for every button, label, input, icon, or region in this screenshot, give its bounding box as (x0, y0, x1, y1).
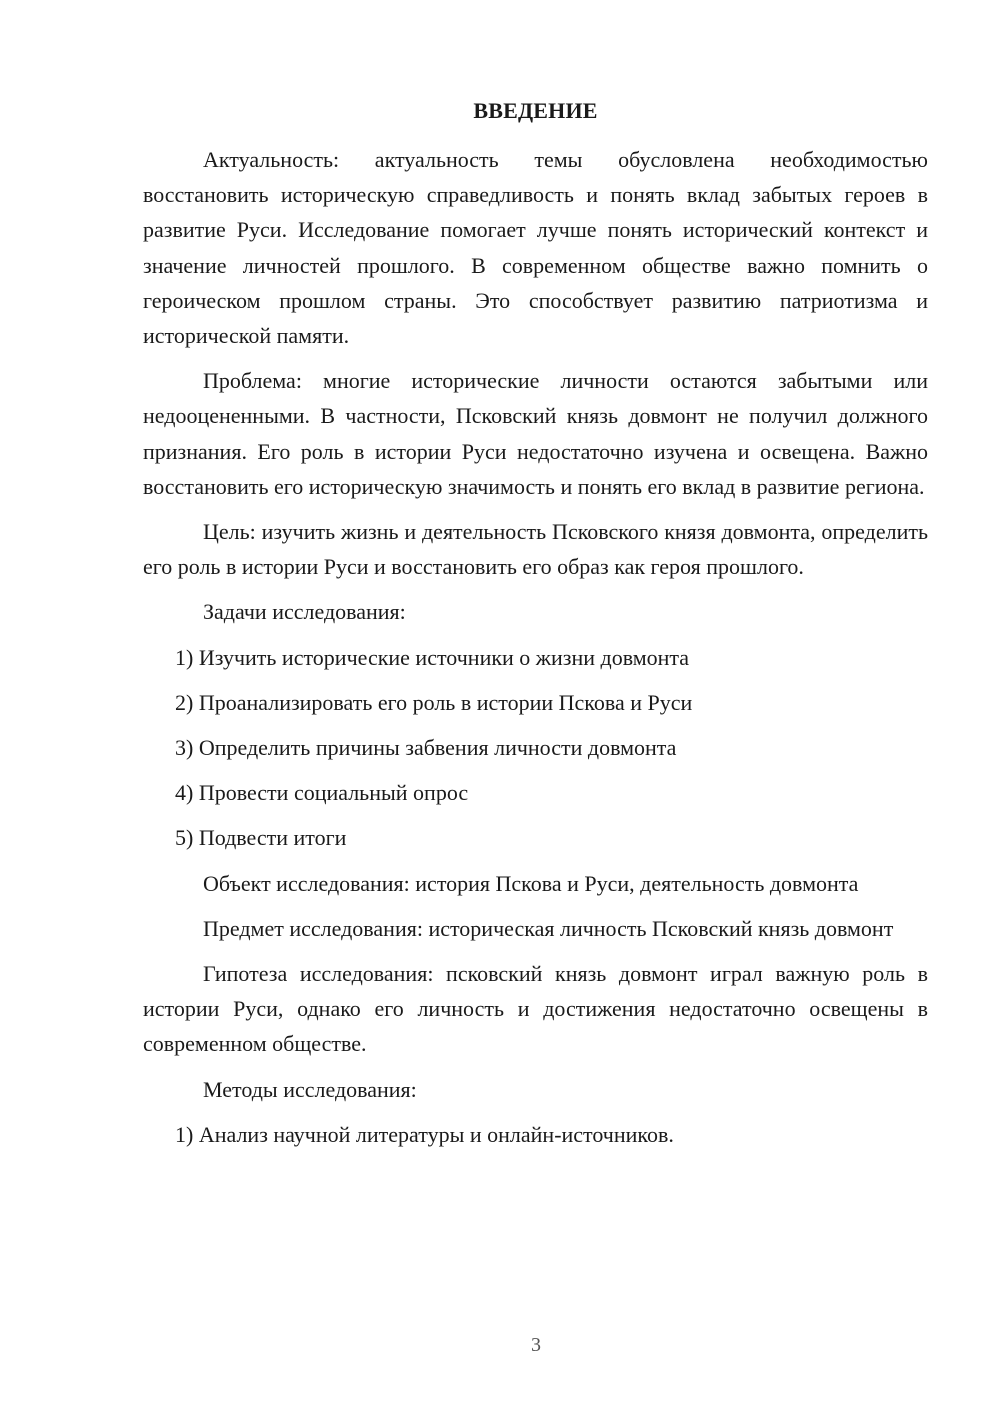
section-title: ВВЕДЕНИЕ (473, 98, 598, 123)
page-number: 3 (531, 1334, 541, 1356)
hypothesis-paragraph: Гипотеза исследования: псковский князь довмонт играл важную роль в истории Руси, однако его личность и достижения недостаточно освещены в современном обществе. (143, 961, 928, 1057)
tasks-label: Задачи исследования: (203, 599, 406, 625)
task-item-5: 5) Подвести итоги (175, 825, 347, 851)
methods-label: Методы исследования: (203, 1076, 417, 1102)
task-item-3: 3) Определить причины забвения личности довмонта (175, 735, 677, 761)
object-paragraph: Объект исследования: история Пскова и Руси, деятельность довмонта (203, 870, 859, 896)
page-content (143, 94, 928, 1162)
relevance-paragraph: Актуальность: актуальность темы обусловлена необходимостью восстановить историческую справедливость и понять вклад забытых героев в развитие Руси. Исследование помогает лучше понять исторический контекст и значение личностей прошлого. В современном обществе важно помнить о героическом прошлом страны. Это способствует развитию патриотизма и исторической памяти. (143, 147, 928, 349)
task-item-1: 1) Изучить исторические источники о жизни довмонта (175, 644, 690, 670)
task-item-4: 4) Провести социальный опрос (175, 780, 469, 806)
subject-paragraph: Предмет исследования: историческая личность Псковский князь довмонт (203, 915, 894, 941)
problem-paragraph: Проблема: многие исторические личности остаются забытыми или недооцененными. В частности, Псковский князь довмонт не получил должного признания. Его роль в истории Руси недостаточно изучена и освещена. Важно восстановить его историческую значимость и понять его вклад в развитие региона. (143, 368, 928, 499)
task-item-2: 2) Проанализировать его роль в истории Пскова и Руси (175, 689, 693, 715)
method-item-1: 1) Анализ научной литературы и онлайн-источников. (175, 1121, 674, 1147)
goal-paragraph: Цель: изучить жизнь и деятельность Псковского князя довмонта, определить его роль в истории Руси и восстановить его образ как героя прошлого. (143, 519, 928, 580)
